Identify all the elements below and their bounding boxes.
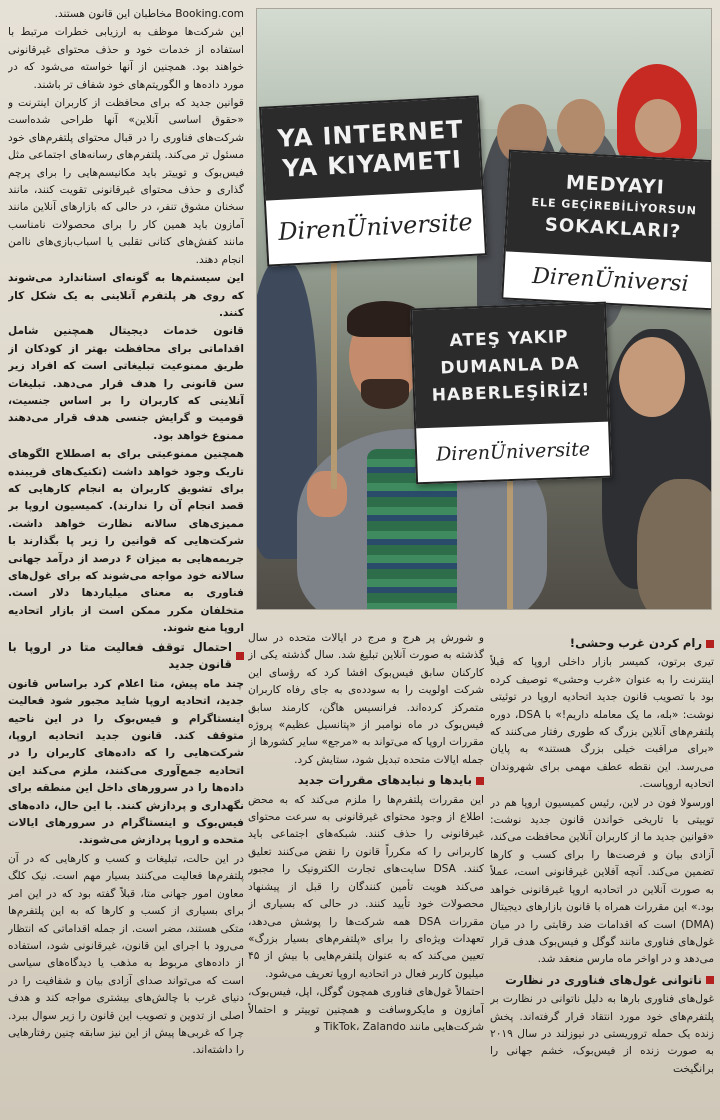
heading-text: رام کردن غرب وحشی!: [569, 636, 702, 650]
sign-dark-band: [261, 97, 482, 200]
paragraph: اورسولا فون در لاین، رئیس کمیسیون اروپا هم در توییتی با تاریخی خواندن قانون جدید نوشت: «قوانین جدید ما از کاربران آنلاین محافظت می‌کند، آزادی بیان و فرصت‌ها را برای کسب و کارها تضمین می‌کند. آنچه آفلاین غیرقانونی است، عملاً به صورت آنلاین در اتحادیه اروپا غیرقانونی خواهد بود.» این مقررات همراه با قانون بازارهای دیجیتال (DMA) است که اقدامات ضد رقابتی را در میان غول‌های فناوری مانند گوگل و فیس‌بوک هدف قرار می‌دهد و در اواخر ماه مارس منعقد شد.: [490, 796, 714, 966]
sign-stick: [331, 239, 337, 489]
sign-line: YA INTERNET: [276, 115, 465, 153]
sign-line: SOKAKLARI?: [544, 214, 682, 243]
protester-hand: [307, 471, 347, 517]
paragraph: چند ماه پیش، متا اعلام کرد براساس قانون جدید، اتحادیه اروپا شاید مجبور شود فعالیت اینستاگرام و فیس‌بوک را در این ناحیه متوقف کند. قانون جدید اتحادیه اروپا، شرکت‌هایی را که داده‌های کاربران را در اتحادیه جمع‌آوری می‌کنند، ملزم می‌کند این داده‌ها را در سرورهای داخل این منطقه برای نگهداری و پردازش کنند. با این حال، داده‌های فیس‌بوک و اینستاگرام در سرورهای ایالات متحده و اروپا پردازش می‌شوند.: [8, 677, 244, 847]
article-column-bottom-middle: [248, 630, 484, 1116]
sign-dark-band: [412, 304, 608, 429]
square-bullet-icon: [476, 777, 484, 785]
paragraph: قوانین جدید که برای محافظت از کاربران اینترنت و «حقوق اساسی آنلاین» آنها طراحی شده‌است شرکت‌های فناوری را در قبال محتوای پلتفرم‌های خود مسئول تر می‌کند. پلتفرم‌های رسانه‌های اجتماعی مثل فیس‌بوک و توییتر باید مکانیسم‌هایی را برای پرچم گذاری و حذف محتوای غیرقانونی تقویت کنند، مانند سخنان مشوق تنفر، در حالی که بازارهای آنلاین مانند آمازون باید همین کار را برای محصولات نامناسب مانند کفش‌های کتانی تقلبی یا اسباب‌بازی‌های ناامن انجام دهند.: [8, 97, 244, 266]
paragraph: در این حالت، تبلیغات و کسب و کارهایی که در آن پلتفرم‌ها فعالیت می‌کنند بسیار مهم است. نیک کلگ معاون امور جهانی متا، قبلاً گفته بود که در این امر برای بسیاری از کسب و کارها که به این پلتفرم‌ها متکی هستند، مضر است. از جمله اقداماتی که انتظار می‌رود با اجرای این قانون، غیرقانونی شود، استفاده از داده‌های مربوط به مذهب یا دیدگاه‌های سیاسی است که می‌تواند صدای آزادی بیان و شفافیت را در دنیای غرب با چالش‌های بیشتری مواجه کند و هدف اصلی از تدوین و تصویب این قانون را زیر سوال ببرد. چرا که غربی‌ها پیش از این نیز سابقه چنین رفتارهایی را داشته‌اند.: [8, 852, 244, 1057]
paragraph: و شورش پر هرج و مرج در ایالات متحده در سال گذشته به صورت آنلاین تبلیغ شد. سال گذشته یکی از کارکنان سابق فیس‌بوک افشا کرد که رؤسای این شرکت اولویت را به سودده‌ی به جای رفاه کاربران متمرکز کرده‌اند. فرانسیس هاگن، کارمند سابق فیس‌بوک در ماه نوامبر از «پتانسیل عظیم» پروژه مقررات اروپا که می‌تواند به «مرجع» سایر کشورها از جمله ایالات متحده تبدیل شود، ستایش کرد.: [248, 632, 484, 766]
paragraph: همچنین ممنوعیتی برای به اصطلاح الگوهای تاریک وجود خواهد داشت (تکنیک‌های فریبنده برای تشویق کاربران به انجام کارهایی که قصد انجام آن را ندارند). کمیسیون اروپا بر ممیزی‌های سالانه نظارت خواهد داشت. شرکت‌هایی که قوانین را زیر پا بگذارند با جریمه‌هایی به میزان ۶ درصد از درآمد جهانی سالانه خود مواجه می‌شوند که برای غول‌های فناوری به معنای میلیاردها دلار است. متخلفان مکرر ممکن است از بازار اتحادیه اروپا منع شوند.: [8, 448, 244, 635]
sign-line: ATEŞ YAKIP: [449, 326, 569, 351]
paragraph: Booking.com مخاطبان این قانون هستند.: [54, 8, 244, 20]
sign-line: MEDYAYI: [565, 171, 666, 199]
section-heading: [8, 639, 244, 674]
section-heading: [490, 972, 714, 989]
protest-sign-fire: [410, 302, 612, 485]
paragraph: غول‌های فناوری بارها به دلیل ناتوانی در نظارت بر پلتفرم‌های خود مورد انتقاد قرار گرفته‌اند. پخش زنده یک حمله تروریستی در نیوزلند در سال ۲۰۱۹ به صورت زنده از فیس‌بوک، خشم جهانی را برانگیخت: [490, 993, 714, 1075]
sign-line: ELE GEÇİREBİLİYORSUN: [531, 195, 698, 218]
paragraph: این شرکت‌ها موظف به ارزیابی خطرات مرتبط با استفاده از خدمات خود و حذف محتوای غیرقانونی خواهند بود. همچنین از آنها خواسته می‌شود که در مورد داده‌ها و الگوریتم‌های خود شفاف تر باشند.: [8, 26, 244, 91]
article-column-bottom-left: [8, 636, 244, 1116]
heading-text: احتمال توقف فعالیت متا در اروپا با قانون جدید: [8, 640, 232, 672]
paragraph: این سیستم‌ها به گونه‌ای استاندارد می‌شوند که روی هر پلتفرم آنلاینی به یک شکل کار کنند.: [8, 272, 244, 319]
sign-hashtag: DirenÜniversite: [277, 207, 474, 247]
heading-text: ناتوانی غول‌های فناوری در نظارت: [505, 972, 702, 987]
sign-stick: [507, 469, 513, 609]
article-column-bottom-right: [490, 632, 714, 1116]
sign-line: DUMANLA DA: [440, 353, 581, 378]
paragraph: احتمالاً غول‌های فناوری همچون گوگل، اپل، فیس‌بوک، آمازون و مایکروسافت و همچنین توییتر و احتمالاً شرکت‌هایی مانند TikTok، Zalando و: [248, 986, 484, 1033]
paragraph: این مقررات پلتفرم‌ها را ملزم می‌کند که به محض اطلاع از وجود محتوای غیرقانونی به سرعت محتوای غیرقانونی را حذف کنند. شبکه‌های اجتماعی باید کاربرانی را که مکرراً قانون را نقض می‌کنند تعلیق کنند. DSA سایت‌های تجارت الکترونیک را مجبور می‌کند هویت تأمین کنندگان را قبل از پیشنهاد محصولات خود تأیید کنند. در حالی که بسیاری از مقررات DSA همه شرکت‌ها را پوشش می‌دهد، تعهدات ویژه‌ای را برای «پلتفرم‌های بسیار بزرگ» تعیین می‌کند که به عنوان پلتفرم‌هایی با بیش از ۴۵ میلیون کاربر فعال در اتحادیه اروپا تعریف می‌شود.: [248, 793, 484, 980]
crowd-head: [619, 337, 685, 417]
section-heading: [248, 772, 484, 789]
heading-text: بایدها و نبایدهای مقررات جدید: [297, 773, 472, 788]
square-bullet-icon: [236, 652, 244, 660]
article-column-top-left: [8, 6, 244, 638]
sign-hashtag: DirenÜniversite: [435, 438, 591, 466]
protest-sign-internet: [259, 95, 487, 266]
protester-beard: [361, 379, 409, 409]
sign-dark-band: [506, 152, 712, 263]
sign-line: YA KIYAMETI: [281, 145, 463, 183]
crowd-person: [637, 479, 712, 610]
square-bullet-icon: [706, 640, 714, 648]
crowd-head: [635, 99, 681, 153]
paragraph: تیری برتون، کمیسر بازار داخلی اروپا که قبلاً اینترنت را به عنوان «غرب وحشی» توصیف کرده بود با تصویب قانون جدید اتحادیه اروپا در توئیتی نوشت: «بله، ما یک معامله داریم!» با DSA، دوره پلتفرم‌های آنلاین بزرگ که طوری رفتار می‌کنند که «برای مراقبت خیلی بزرگ هستند» به پایان می‌رسد. این نقطه عطف مهمی برای شهروندان اتحادیه اروپاست.: [490, 656, 714, 791]
protest-sign-media: [501, 149, 712, 310]
crowd-head: [557, 99, 605, 157]
sign-hashtag: DirenÜniversi: [531, 263, 690, 297]
sign-line: HABERLEŞİRİZ!: [431, 379, 591, 406]
protest-photo: [256, 8, 712, 610]
section-heading: [490, 635, 714, 652]
square-bullet-icon: [706, 976, 714, 984]
paragraph: قانون خدمات دیجیتال همچنین شامل اقداماتی برای محافظت بهتر از کودکان از طریق ممنوعیت تبلیغاتی است که افراد زیر سن قانونی را هدف قرار می‌دهد. تبلیغات آنلاینی که کاربران را بر اساس جنسیت، قومیت و گرایش جنسی هدف قرار می‌دهند ممنوع خواهد بود.: [8, 325, 244, 442]
